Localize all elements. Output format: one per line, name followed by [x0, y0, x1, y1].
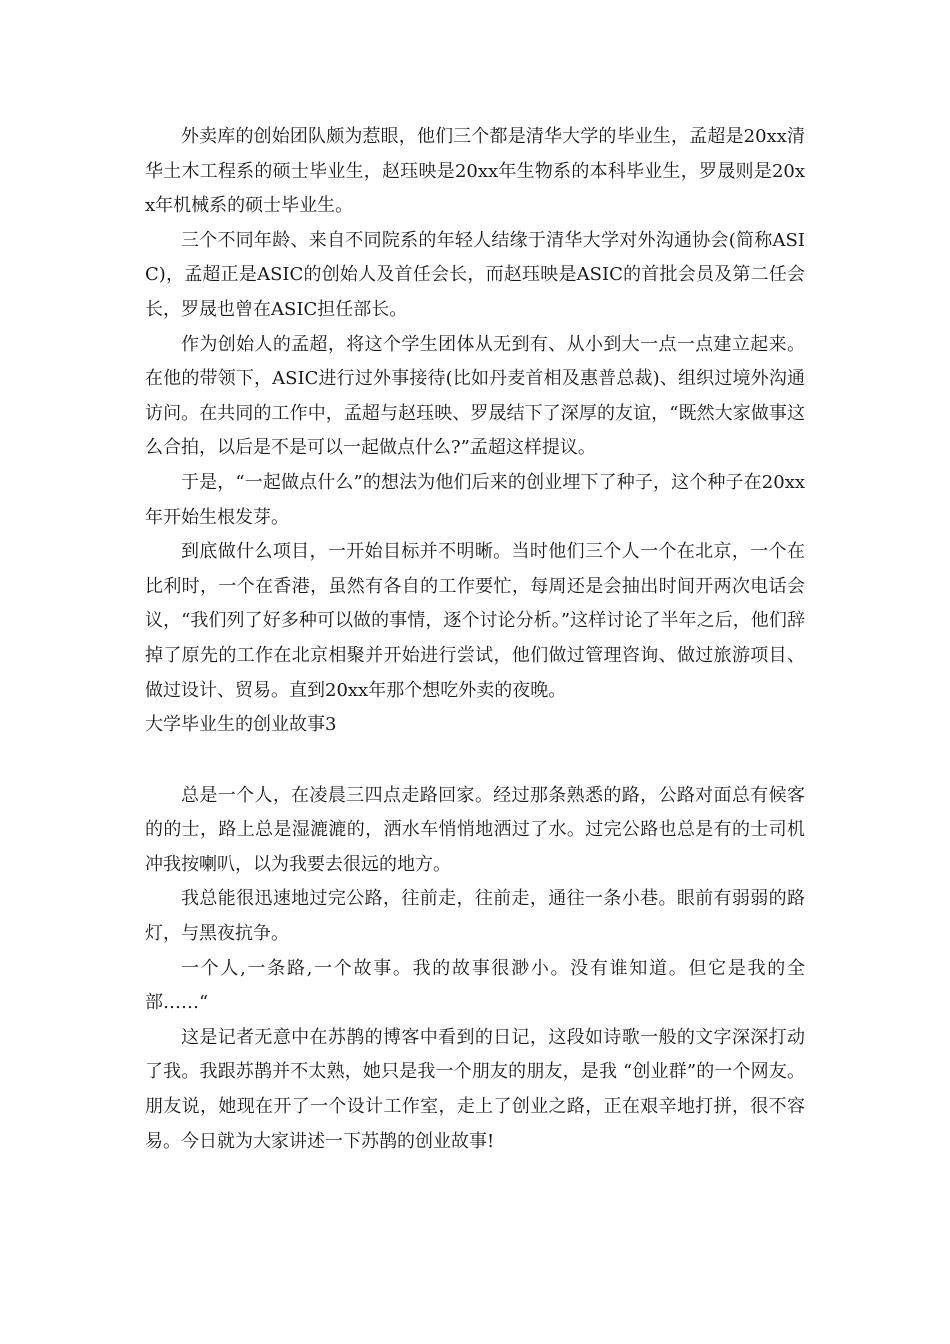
paragraph: 到底做什么项目，一开始目标并不明晰。当时他们三个人一个在北京，一个在比利时，一个在香港，虽然有各自的工作要忙，每周还是会抽出时间开两次电话会议，“我们列了好多种可以做的事情，逐个讨论分析。”这样讨论了半年之后，他们辞掉了原先的工作在北京相聚并开始进行尝试，他们做过管理咨询、做过旅游项目、做过设计、贸易。直到20xx年那个想吃外卖的夜晚。 [145, 541, 805, 701]
paragraph: 作为创始人的孟超，将这个学生团体从无到有、从小到大一点一点建立起来。在他的带领下，ASIC进行过外事接待(比如丹麦首相及惠普总裁)、组织过境外沟通访问。在共同的工作中，孟超与赵珏映、罗晟结下了深厚的友谊，“既然大家做事这么合拍，以后是不是可以一起做点什么?”孟超这样提议。 [145, 333, 805, 459]
paragraph: 三个不同年龄、来自不同院系的年轻人结缘于清华大学对外沟通协会(简称ASIC)，孟超正是ASIC的创始人及首任会长，而赵珏映是ASIC的首批会员及第二任会长，罗晟也曾在ASIC担任部长。 [145, 229, 805, 320]
paragraph: 这是记者无意中在苏鹊的博客中看到的日记，这段如诗歌一般的文字深深打动了我。我跟苏鹊并不太熟，她只是我一个朋友的朋友，是我 “创业群”的一个网友。朋友说，她现在开了一个设计工作室，走上了创业之路，正在艰辛地打拼，很不容易。今日就为大家讲述一下苏鹊的创业故事! [145, 1026, 805, 1152]
section-heading: 大学毕业生的创业故事3 [145, 714, 337, 736]
paragraph: 于是，“一起做点什么”的想法为他们后来的创业埋下了种子，这个种子在20xx年开始生根发芽。 [145, 471, 805, 528]
paragraph: 一个人,一条路,一个故事。我的故事很渺小。没有谁知道。但它是我的全部……“ [145, 957, 805, 1014]
section-spacer [145, 743, 805, 779]
paragraph: 我总能很迅速地过完公路，往前走，往前走，通往一条小巷。眼前有弱弱的路灯，与黑夜抗争。 [145, 888, 805, 945]
document-body [145, 120, 805, 1159]
paragraph: 外卖库的创始团队颇为惹眼，他们三个都是清华大学的毕业生，孟超是20xx清华土木工程系的硕士毕业生，赵珏映是20xx年生物系的本科毕业生，罗晟则是20xx年机械系的硕士毕业生。 [145, 126, 805, 217]
paragraph: 总是一个人，在凌晨三四点走路回家。经过那条熟悉的路，公路对面总有候客的的士，路上总是湿漉漉的，洒水车悄悄地洒过了水。过完公路也总是有的士司机冲我按喇叭，以为我要去很远的地方。 [145, 784, 805, 875]
